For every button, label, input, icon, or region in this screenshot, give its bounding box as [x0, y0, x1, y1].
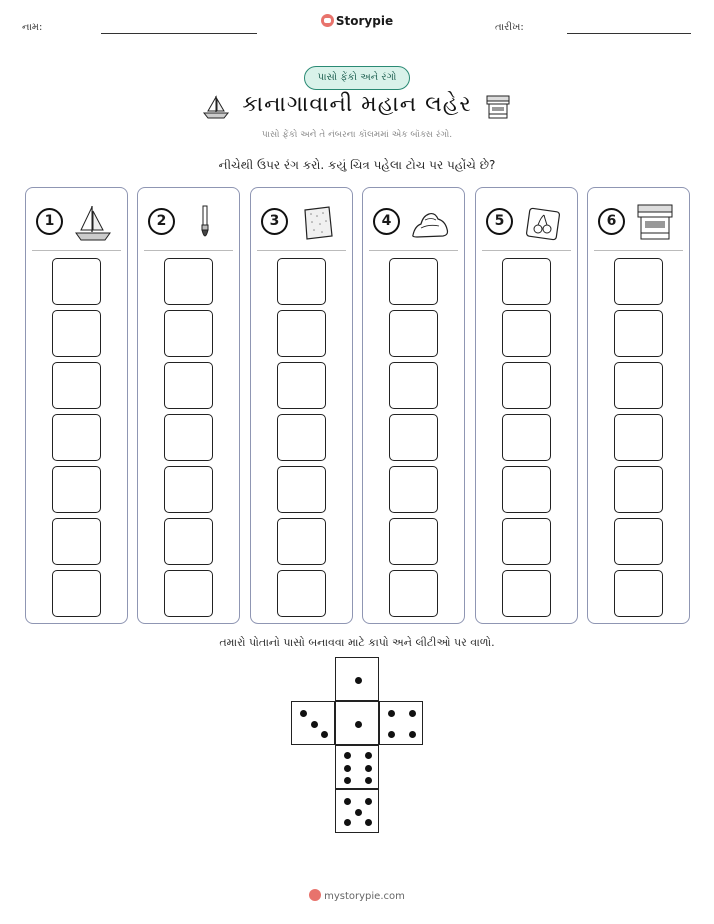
die-face-5 [335, 789, 379, 833]
activity-pill: પાસો ફેંકો અને રંગો [304, 66, 410, 90]
die-face-6 [335, 745, 379, 789]
color-box[interactable] [277, 414, 326, 461]
column-2 [137, 187, 240, 624]
column-header [138, 202, 239, 242]
name-field-line[interactable] [101, 33, 257, 34]
color-box[interactable] [502, 414, 551, 461]
shop-stall-icon [484, 94, 512, 120]
die-pip [355, 677, 362, 684]
page-subtitle: પાસો ફેંકો અને તે નંબરના કૉલમમાં એક બૉક્સ રંગો. [261, 130, 453, 140]
color-box[interactable] [52, 362, 101, 409]
color-box[interactable] [52, 570, 101, 617]
die-face-1 [335, 701, 379, 745]
die-pip [409, 710, 416, 717]
page-title: કાનાગાવાની મહાન લહેર [242, 92, 472, 117]
die-pip [344, 798, 351, 805]
color-box[interactable] [389, 310, 438, 357]
column-header [588, 202, 689, 242]
column-number: 6 [598, 208, 625, 235]
die-pip [388, 731, 395, 738]
color-box[interactable] [164, 414, 213, 461]
color-box[interactable] [502, 310, 551, 357]
color-box[interactable] [502, 466, 551, 513]
die-face-1 [335, 657, 379, 701]
color-box[interactable] [502, 518, 551, 565]
cut-instruction: તમારો પોતાનો પાસો બનાવવા માટે કાપો અને લીટીઓ પર વાળો. [219, 636, 495, 649]
color-box[interactable] [614, 570, 663, 617]
die-pip [365, 752, 372, 759]
brand-logo [0, 14, 714, 28]
color-box[interactable] [614, 414, 663, 461]
color-box[interactable] [614, 310, 663, 357]
die-pip [365, 819, 372, 826]
die-pip [311, 721, 318, 728]
die-pip [344, 752, 351, 759]
column-divider [32, 250, 121, 251]
die-pip [388, 710, 395, 717]
color-box[interactable] [614, 518, 663, 565]
die-pip [321, 731, 328, 738]
column-3 [250, 187, 353, 624]
question-text: નીચેથી ઉપર રંગ કરો. કયું ચિત્ર પહેલા ટોચ પર પહોંચે છે? [218, 158, 496, 172]
die-pip [300, 710, 307, 717]
color-box[interactable] [52, 258, 101, 305]
color-box[interactable] [389, 518, 438, 565]
die-face-4 [379, 701, 423, 745]
color-box[interactable] [277, 310, 326, 357]
die-pip [355, 721, 362, 728]
color-box[interactable] [52, 310, 101, 357]
cherries-box-icon [522, 202, 564, 242]
column-header [363, 202, 464, 242]
column-1 [25, 187, 128, 624]
color-box[interactable] [52, 518, 101, 565]
sailboat-icon [72, 202, 114, 242]
color-box[interactable] [164, 310, 213, 357]
column-header [251, 202, 352, 242]
column-divider [369, 250, 458, 251]
color-box[interactable] [277, 362, 326, 409]
color-box[interactable] [52, 414, 101, 461]
date-field-line[interactable] [567, 33, 691, 34]
color-box[interactable] [52, 466, 101, 513]
color-box[interactable] [389, 466, 438, 513]
column-4 [362, 187, 465, 624]
color-box[interactable] [614, 466, 663, 513]
die-pip [344, 819, 351, 826]
column-divider [144, 250, 233, 251]
color-box[interactable] [277, 570, 326, 617]
column-5 [475, 187, 578, 624]
column-header [26, 202, 127, 242]
color-box[interactable] [389, 570, 438, 617]
color-box[interactable] [614, 362, 663, 409]
color-box[interactable] [502, 258, 551, 305]
color-box[interactable] [389, 362, 438, 409]
die-pip [355, 809, 362, 816]
date-label: તારીખ: [495, 22, 524, 33]
die-face-3 [291, 701, 335, 745]
color-box[interactable] [164, 466, 213, 513]
footer [0, 889, 714, 902]
storypie-footer-logo-icon [309, 889, 321, 901]
color-box[interactable] [277, 518, 326, 565]
die-pip [365, 765, 372, 772]
column-number: 1 [36, 208, 63, 235]
storypie-logo-icon [321, 14, 334, 27]
column-6 [587, 187, 690, 624]
paper-sheet-icon [297, 202, 339, 242]
die-pip [409, 731, 416, 738]
die-pip [365, 798, 372, 805]
color-box[interactable] [389, 414, 438, 461]
column-divider [594, 250, 683, 251]
color-box[interactable] [164, 518, 213, 565]
color-box[interactable] [164, 570, 213, 617]
die-pip [344, 777, 351, 784]
column-number: 2 [148, 208, 175, 235]
mountain-pile-icon [409, 202, 451, 242]
footer-url: mystorypie.com [324, 891, 405, 902]
column-number: 3 [261, 208, 288, 235]
column-number: 4 [373, 208, 400, 235]
die-pip [365, 777, 372, 784]
color-box[interactable] [614, 258, 663, 305]
color-box[interactable] [277, 466, 326, 513]
column-number: 5 [486, 208, 513, 235]
column-header [476, 202, 577, 242]
brand-name: Storypie [335, 14, 394, 28]
die-pip [344, 765, 351, 772]
name-label: નામ: [22, 22, 43, 33]
color-box[interactable] [389, 258, 438, 305]
color-box[interactable] [164, 258, 213, 305]
color-box[interactable] [277, 258, 326, 305]
color-box[interactable] [502, 362, 551, 409]
color-box[interactable] [164, 362, 213, 409]
column-divider [482, 250, 571, 251]
paintbrush-icon [184, 202, 226, 242]
color-box[interactable] [502, 570, 551, 617]
shop-stall-icon [634, 202, 676, 242]
column-divider [257, 250, 346, 251]
